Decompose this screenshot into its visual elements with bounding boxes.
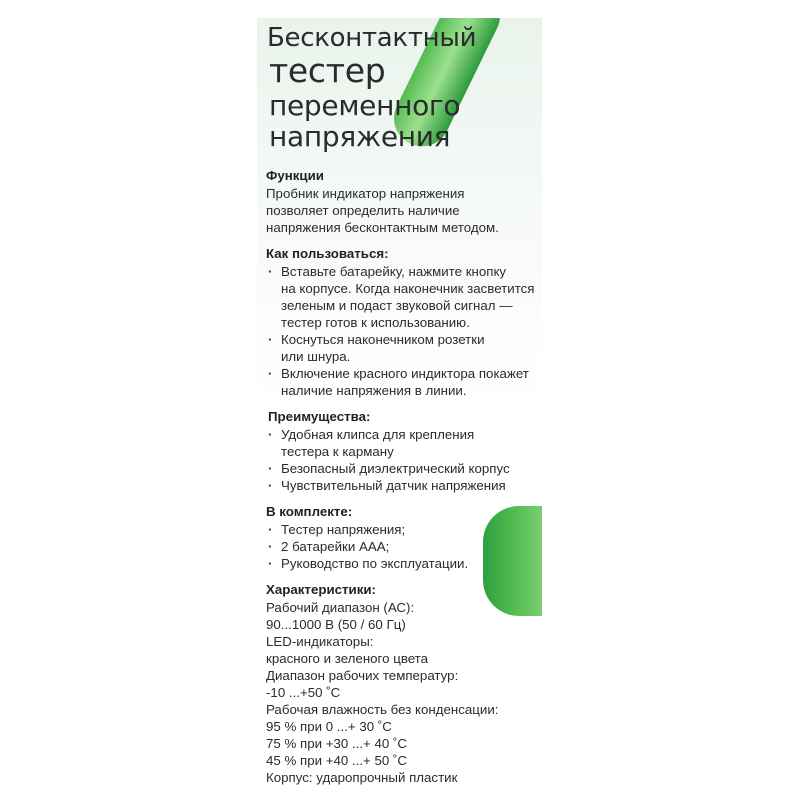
spec-line: 90...1000 В (50 / 60 Гц)	[266, 617, 406, 632]
product-description	[266, 167, 536, 795]
advantage-item: · Удобная клипса для крепления тестера к карману	[266, 426, 536, 460]
title-line-4: напряжения	[269, 120, 451, 154]
kit-heading: В комплекте:	[266, 504, 353, 519]
specs-heading: Характеристики:	[266, 582, 376, 597]
functions-text: Пробник индикатор напряжения позволяет определить наличие напряжения бесконтактным методом.	[266, 186, 499, 235]
title-line-2: тестер	[269, 51, 386, 91]
functions-section	[266, 167, 536, 236]
kit-section	[266, 503, 536, 572]
functions-heading: Функции	[266, 168, 324, 183]
how-to-item: · Вставьте батарейку, нажмите кнопку на корпусе. Когда наконечник засветится зеленым и подаст звуковой сигнал — тестер готов к использованию.	[266, 263, 536, 331]
spec-line: Рабочая влажность без конденсации:	[266, 702, 499, 717]
kit-item: · Тестер напряжения;	[266, 521, 536, 538]
how-to-item: · Коснуться наконечником розетки или шнура.	[266, 331, 536, 365]
spec-line: красного и зеленого цвета	[266, 651, 429, 666]
title-line-1: Бесконтактный	[267, 23, 477, 53]
kit-item: · Руководство по эксплуатации.	[266, 555, 536, 572]
spec-line: -10 ...+50 ˚С	[266, 685, 341, 700]
spec-line: Диапазон рабочих температур:	[266, 668, 459, 683]
advantages-section	[266, 408, 536, 494]
advantage-item: · Безопасный диэлектрический корпус	[266, 460, 536, 477]
page-title	[267, 24, 476, 153]
how-to-item: · Включение красного индиктора покажет наличие напряжения в линии.	[266, 365, 536, 399]
spec-line: Корпус: ударопрочный пластик	[266, 770, 458, 785]
how-to-section	[266, 245, 536, 399]
kit-item: · 2 батарейки ААА;	[266, 538, 536, 555]
spec-line: LED-индикаторы:	[266, 634, 374, 649]
spec-line: 95 % при 0 ...+ 30 ˚С	[266, 719, 392, 734]
product-card	[257, 18, 542, 796]
advantage-item: · Чувствительный датчик напряжения	[266, 477, 536, 494]
specs-section	[266, 581, 536, 786]
spec-line: Рабочий диапазон (АС):	[266, 600, 415, 615]
spec-line: 75 % при +30 ...+ 40 ˚С	[266, 736, 408, 751]
advantages-heading: Преимущества:	[268, 409, 371, 424]
title-line-3: переменного	[269, 89, 461, 123]
spec-line: 45 % при +40 ...+ 50 ˚С	[266, 753, 408, 768]
how-to-heading: Как пользоваться:	[266, 246, 389, 261]
